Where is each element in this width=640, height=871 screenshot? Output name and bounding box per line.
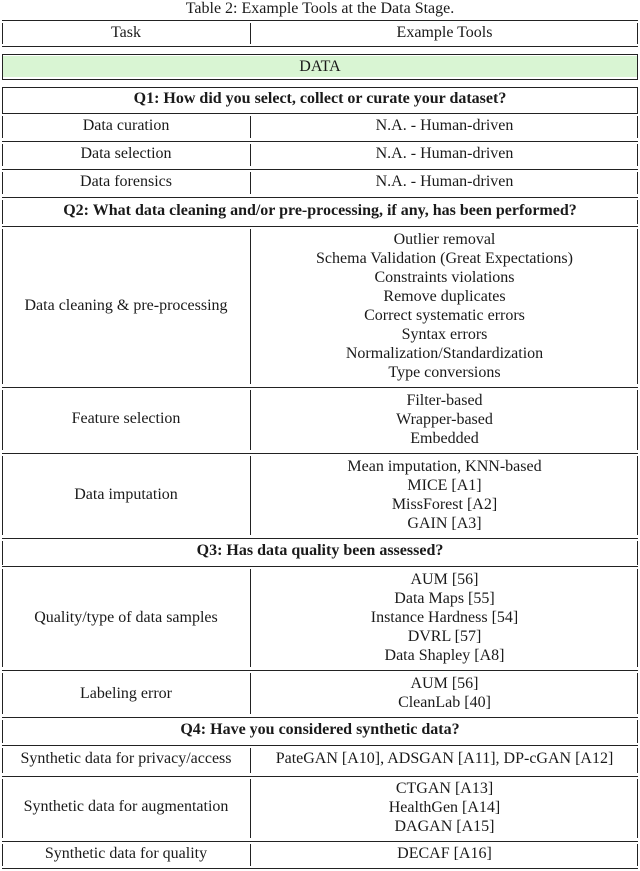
rule (2, 566, 638, 567)
tool-item: DVRL [57] (407, 628, 482, 645)
tool-item: Remove duplicates (383, 288, 506, 305)
rule (2, 670, 638, 671)
tool-item: MissForest [A2] (391, 496, 498, 513)
section-question: Q3: Has data quality been assessed? (196, 542, 444, 559)
tool-item: Wrapper-based (396, 411, 493, 428)
rule (2, 20, 638, 21)
rule (2, 197, 638, 198)
task-cell: Synthetic data for quality (44, 845, 208, 862)
rule (2, 453, 638, 454)
tool-item: Schema Validation (Great Expectations) (316, 250, 573, 267)
tool-item: Constraints violations (374, 269, 515, 286)
rule (2, 226, 638, 227)
task-cell: Data cleaning & pre-processing (24, 297, 228, 314)
table-caption: Table 2: Example Tools at the Data Stage. (185, 0, 455, 17)
rule (2, 169, 638, 170)
task-cell: Data curation (82, 117, 170, 134)
tools-cell (251, 779, 638, 836)
rule (2, 54, 638, 55)
rule (2, 387, 638, 388)
tools-cell: N.A. - Human-driven (375, 145, 514, 162)
task-cell: Data selection (80, 145, 172, 162)
rule (637, 54, 638, 79)
tools-cell: N.A. - Human-driven (375, 173, 514, 190)
tool-item: Data Maps [55] (394, 590, 495, 607)
task-cell: Synthetic data for privacy/access (20, 750, 232, 767)
task-cell: Feature selection (71, 410, 181, 427)
tools-cell (251, 230, 638, 382)
task-cell: Labeling error (80, 685, 172, 702)
tool-item: CTGAN [A13] (395, 780, 494, 797)
tools-cell: DECAF [A16] (397, 845, 492, 862)
tool-item: HealthGen [A14] (388, 799, 501, 816)
tool-item: Filter-based (406, 392, 483, 409)
tools-cell: N.A. - Human-driven (375, 117, 514, 134)
tools-cell: PateGAN [A10], ADSGAN [A11], DP-cGAN [A12] (275, 750, 614, 767)
rule (2, 79, 638, 80)
tool-item: Type conversions (388, 364, 501, 381)
tools-cell (251, 570, 638, 665)
rule (2, 141, 638, 142)
rule (2, 87, 638, 88)
tool-item: Embedded (410, 430, 479, 447)
rule (2, 113, 638, 114)
header-task: Task (111, 24, 141, 41)
section-question: Q1: How did you select, collect or curate your dataset? (133, 90, 507, 107)
tool-item: AUM [56] (410, 675, 479, 692)
tool-item: Instance Hardness [54] (370, 609, 519, 626)
header-tools: Example Tools (396, 24, 493, 41)
tool-item: Correct systematic errors (364, 307, 525, 324)
task-cell: Data imputation (74, 486, 178, 503)
rule (2, 538, 638, 539)
task-cell: Data forensics (80, 173, 172, 190)
tools-cell (251, 457, 638, 533)
tool-item: MICE [A1] (407, 477, 482, 494)
rule (2, 46, 638, 47)
task-cell: Quality/type of data samples (34, 609, 218, 626)
tool-item: DAGAN [A15] (394, 818, 495, 835)
rule (2, 745, 638, 746)
task-cell: Synthetic data for augmentation (23, 798, 229, 815)
rule (2, 717, 638, 718)
tool-item: Mean imputation, KNN-based (347, 458, 542, 475)
rule (2, 868, 638, 869)
tool-item: Syntax errors (401, 326, 488, 343)
tool-item: Normalization/Standardization (345, 345, 544, 362)
stage-banner: DATA (3, 56, 637, 77)
section-question: Q2: What data cleaning and/or pre-processing, if any, has been performed? (63, 202, 577, 219)
rule (2, 841, 638, 842)
section-question: Q4: Have you considered synthetic data? (180, 721, 460, 738)
tool-item: GAIN [A3] (407, 515, 482, 532)
tools-cell (251, 391, 638, 448)
tool-item: Data Shapley [A8] (384, 647, 505, 664)
tool-item: Outlier removal (393, 231, 496, 248)
rule (2, 776, 638, 777)
tool-item: AUM [56] (410, 571, 479, 588)
tool-item: CleanLab [40] (398, 694, 491, 711)
tools-cell (251, 674, 638, 712)
